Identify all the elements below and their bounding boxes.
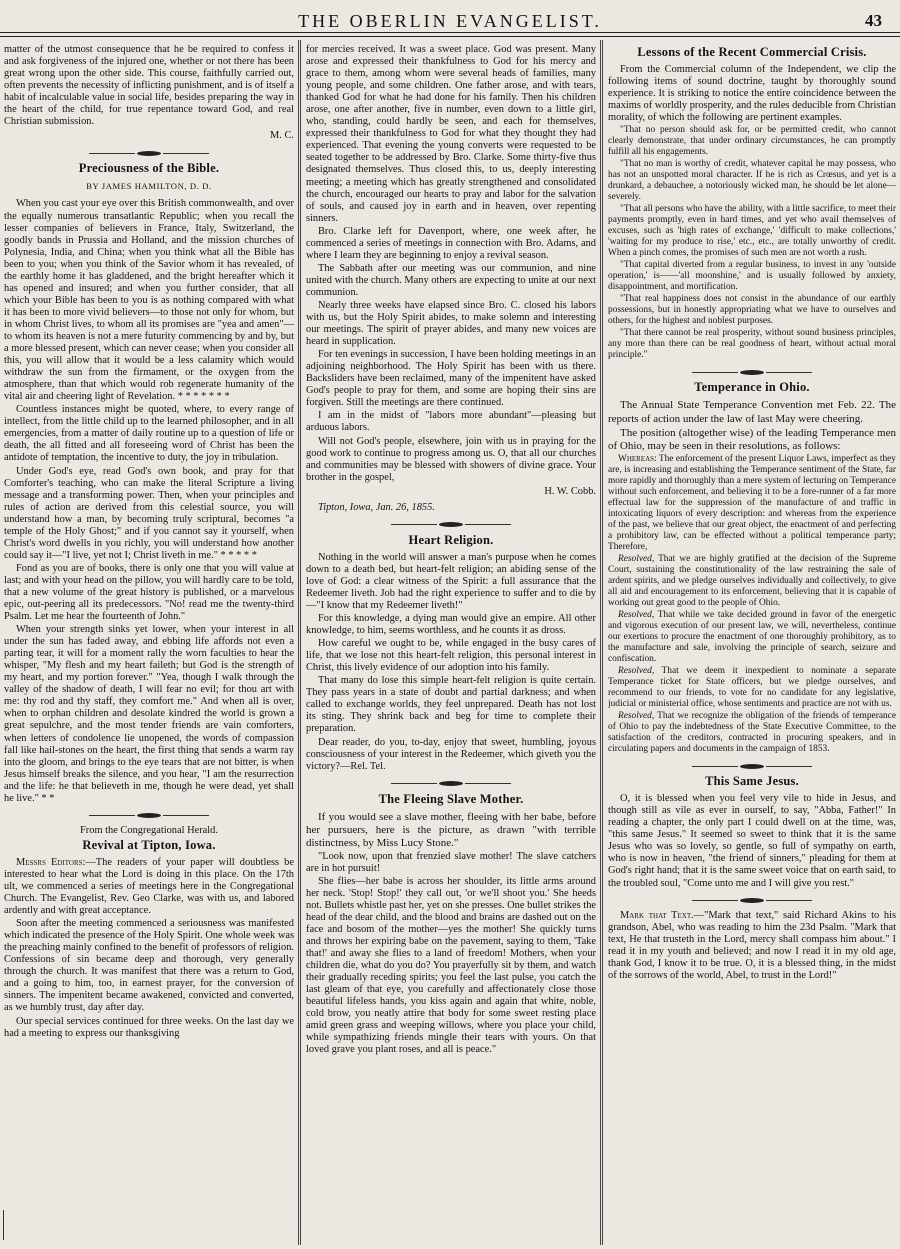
resolved-label: Resolved: [618, 666, 652, 677]
paragraph: "That there cannot be real prosperity, without sound business principles, any more than there can be real goodness of heart, without actual moral principle.": [608, 328, 896, 361]
resolved-label: Resolved: [618, 610, 652, 621]
resolved-label: Resolved: [618, 711, 652, 722]
section-separator: [608, 369, 896, 375]
paragraph: O, it is blessed when you feel very vile to hide in Jesus, and though still as vile as ever in ourself, to say, "Abba, Father!" In reading a chapter, the only part I could dwell on at the time, was, "this same Jesus." It seemed so sweet to think that it is the same Jesus who was so lovely, so gentle, so full of sympathy on earth, who is now in heaven, "the friend of sinners," pleading for them at God's right hand; that it is the same sweet voice that on earth said, to the troubled soul, "Come unto me and I will give you rest.": [608, 793, 896, 889]
intro-paragraph: matter of the utmost consequence that he be required to confess it and ask forgiveness of the injured one, whether or not there has been great wrong upon the other side. This course, faithfully carried out, often prevents the necessity of inflicting punishment, and is of itself a habit of incalculable value in social life, besides preparing the way in the heart of the child, for true repentance toward God, and real Christian submission.: [4, 44, 294, 128]
dateline: Tipton, Iowa, Jan. 26, 1855.: [318, 501, 435, 513]
column-2: [306, 44, 596, 1240]
paragraph: "That no man is worthy of credit, whatever capital he may possess, who has not an unspotted moral character. If he is rich as Crœsus, and yet is a drunkard, a debauchee, a notoriously wicked man, he should be let alone—severely.: [608, 159, 896, 203]
paragraph: When your strength sinks yet lower, when your interest in all under the sun has faded away, and ebbing life affords not even a parting tear, it will for a moment rally the worn faculties to hear the whisper, "My flesh and my heart faileth; but God is the strength of my heart, and my portion forever." "Yea, though I walk through the valley of the shadow of death, I will fear no evil; for thou art with me: thy rod and thy staff, they comfort me." And when all is over, when to orphan children and desolate kindred the world is grown a great sepulchre, and the most tender friends are vain comforters, when letters of condolence lie unopened, the words of compassion fall like hail-stones on the heart, the first thing that sends a warm ray into the gloom, and brings to the eye tears that are not bitter, is when Jesus himself breaks the silence, and you hear, "I am the resurrection and the life: he that believeth in me, though he were dead, yet shall he live." * *: [4, 624, 294, 804]
paragraph: Bro. Clarke left for Davenport, where, one week after, he commenced a series of meetings in connection with Bro. Adams, and where I learn they are beginning to enjoy a revival season.: [306, 225, 596, 261]
paragraph: From the Commercial column of the Independent, we clip the following items of sound doctrine, taught by thoroughly sound experience. It is striking to notice the entire coincidence between the maxims of worldly prosperity, and the rules deducible from Christian morality, of which the following are pertinent examples.: [608, 64, 896, 124]
article-title-temperance: Temperance in Ohio.: [694, 380, 810, 395]
paragraph: The position (altogether wise) of the leading Temperance men of Ohio, may be seen in their resolutions, as follows:: [608, 426, 896, 452]
column-rule-left: [298, 40, 301, 1245]
paragraph: If you would see a slave mother, fleeing with her babe, before her pursuers, here is the picture, as drawn "with terrible distinctness, by Miss Lucy Stone.": [306, 810, 596, 849]
paragraph: Nothing in the world will answer a man's purpose when he comes down to a death bed, but heart-felt religion; an abiding sense of the love of God: a clear witness of the Spirit: a full assurance that the Redeemer liveth. Job had the right experience to suffer and to die by—"I know that my Redeemer liveth!": [306, 551, 596, 612]
paragraph-text: :—The readers of your paper will doubtless be interested to hear what the Lord is doing in this place. On the 17th ult, we commenced a series of meetings here in the Congregational Church. The Evangelist, Rev. Geo Clarke, was with us, and labored ardently and with great acceptance.: [4, 856, 294, 917]
paragraph: "That no person should ask for, or be permitted credit, who cannot clearly demonstrate, that under ordinary circumstances, he can promptly fulfill all his engagements.: [608, 125, 896, 158]
paragraph: for mercies received. It was a sweet place. God was present. Many arose and expressed their thankfulness to God for his mercy and grace to them, among whom were several heads of families, many young people, and some children. One father arose, and with tears, thanked God for what he had done for his family. Then his children arose, one after another, five in number, even down to a little girl, who, standing, could hardly be seen, and each for themselves, expressed their thankfulness to God for what they thought they had experienced. That evening the young converts were requested to be seated together to be addressed by Bro. Clarke. Some thirty-five thus designated themselves. Thus closed this, to us, deeply interesting meeting; a meeting which has greatly strengthened and consolidated the church, encouraged our hearts to pray and labor for the salvation of souls, and caused joy in earth and in heaven, over repenting sinners.: [306, 44, 596, 224]
article-title-bible: Preciousness of the Bible.: [78, 161, 220, 176]
paragraph: [4, 857, 294, 917]
paragraph: "That real happiness does not consist in the abundance of our earthly possessions, but in honestly appropriating what we have to ourselves and others, for the highest and noblest purposes.: [608, 294, 896, 327]
tipton-signature: H. W. Cobb.: [544, 485, 596, 497]
article-title-tipton: Revival at Tipton, Iowa.: [82, 837, 216, 852]
masthead: [0, 0, 900, 37]
paragraph: She flies—her babe is across her shoulder, its little arms around her neck. 'Stop! Stop!' they call out, 'or we'll shoot you.' She heeds not. Bullets whistle past her, yet on she presses. One bullet strikes the head of the dear child, and the blood and brains are dashed out on the face and bosom of the mother—yes the mother! She quickly turns and throws her expiring babe on the pavement, saying to them, 'Take that!' and away she flies to a land of freedom! Mothers, when your children die, what do you do? You prayerfully sit by them, and watch their gradually receding spirits; you feel the last pulse, you catch the last gleam of that eye, you carefully and affectionately close those beautiful lifeless hands, you kiss again and again that white, noble, cold brow, you neatly attire that body for some sweet resting place amid green grass and weeping willows, where you place your child, while sympathizing friends mingle their tears with yours. On that loved grave you plant roses, and all is peace.": [306, 875, 596, 1056]
section-separator: [608, 763, 896, 769]
article-title-heart: Heart Religion.: [408, 532, 494, 547]
paragraph: "That capital diverted from a regular business, to invest in any 'outside operation,' is——'all moonshine,' and is usually followed by anxiety, disappointment, and mortification.: [608, 260, 896, 293]
resolved-label: Resolved: [618, 554, 652, 565]
paragraph: When you cast your eye over this British commonwealth, and over the equally numerous transatlantic Republic; when you recall the lesser companies of believers in France, Italy, Switzerland, the goodly bands in Prussia and Holland, and the mission churches of Polynesia, India, and China; when you think what all the Bible has been to you; when you think of the Savior whom it has revealed, of the earthly home it has gladdened, and the bright hereafter which it has opened and insured; and when you further consider, that all which your Bible has been to you is as nothing compared with what it has been to more vivid believers—to those not only for whom, but in whom Christ lives, to whom all its promises are "yea and amen"—to whom its heaven is not a mere futurity commencing by and by, but a more blessed present, which can never cease; when you consider all this, you will allow that it would be a less calamity which would withdraw the sun from the firmament, or the oxygen from the atmosphere, than that which would rob regenerate humanity of the vital air and cheering light of Revelation. * * * * * * *: [4, 198, 294, 403]
newspaper-title: THE OBERLIN EVANGELIST.: [298, 11, 602, 31]
paragraph: The Sabbath after our meeting was our communion, and nine united with the church. Many others are expecting to unite at our next communion.: [306, 262, 596, 298]
column-3: [608, 44, 896, 1240]
paragraph: That many do lose this simple heart-felt religion is quite certain. They pass years in a state of doubt and partial darkness; and when called to exchange worlds, they feel unprepared. Death has not lost its sting. They shrink back and beg for time to complete their preparation.: [306, 675, 596, 735]
section-separator: [608, 898, 896, 904]
paragraph: Will not God's people, elsewhere, join with us in praying for the good work to continue to progress among us. O, that all our churches and communities may be blessed with showers of divine grace. Your brother in the gospel,: [306, 435, 596, 483]
paragraph-text: .—"Mark that text," said Richard Akins to his grandson, Abel, who was reading to him the 23d Psalm. "Mark that text, He that trusteth in the Lord, mercy shall compass him about." I read it in my youth and believed; and now I read it in my old age, thank God, I know it to be true. O, it is a blessed thing, in the midst of the sorrows of the world, Abel, to trust in the Lord!": [608, 909, 896, 981]
paragraph-text: , That while we take decided ground in favor of the energetic and vigorous execution of our present law, we will, nevertheless, continue our exertions to procure the enactment of one thoroughly prohibitory, as to the manufacture and sale, involving the principle of search, seizure and confiscation.: [608, 610, 896, 665]
paragraph: The Annual State Temperance Convention met Feb. 22. The reports of action under the law of last May were cheering.: [608, 399, 896, 425]
paragraph: Nearly three weeks have elapsed since Bro. C. closed his labors with us, but the Holy Spirit abides, to make solemn and interesting our meetings. The spirit of prayer abides, and many new voices are heard in supplication.: [306, 299, 596, 348]
paragraph: [608, 454, 896, 553]
source-credit-tipton: From the Congregational Herald.: [80, 824, 218, 836]
resolution: [608, 711, 896, 755]
byline-bible: BY JAMES HAMILTON, D. D.: [86, 181, 212, 192]
intro-signature: M. C.: [270, 130, 294, 142]
paragraph-text: : The enforcement of the present Liquor Laws, imperfect as they are, is increasing and establishing the Temperance sentiment of the State, far more rapidly and thoroughly than a mere system of lecturing on Temperance without such enforcement, and believing it to be a fore-runner of a far more effectual law for the suppression of the manufacture of and traffic in intoxicating liquors of every description: and whereas from the experience of the past, we believe that our great object, the enactment of and perfecting a prohibitory law, can be effected without a political temperance party; Therefore,: [608, 454, 896, 553]
paragraph-text: , That we deem it inexpedient to nominate a separate Temperance ticket for State officers, but we pledge ourselves, and recommend to our friends, to vote for no candidate for any legislative, judicial or ministerial office, whose sentiments and practice are not with us.: [608, 666, 896, 710]
whereas-label: Whereas: [618, 454, 655, 465]
paragraph-text: , That we recognize the obligation of the friends of temperance of Ohio to pay the indebtedness of the State Executive Committee, to the satisfaction of the creditors, contracted in procuring speakers, and in circulating papers and documents in the campaign of 1853.: [608, 711, 896, 755]
section-separator: [4, 150, 294, 156]
paragraph: I am in the midst of "labors more abundant"—pleasing but arduous labors.: [306, 410, 596, 434]
section-separator: [306, 522, 596, 528]
paragraph: Countless instances might be quoted, where, to every range of intellect, from the little child up to the learned philosopher, and in all emergencies, from a matter of daily routine up to a question of life or death, the all fitted and all foreseeing word of Christ has been the antidote of temptation, the incentive to duty, the joy in tribulation.: [4, 404, 294, 464]
page-number: 43: [865, 11, 882, 30]
paragraph: Our special services continued for three weeks. On the last day we had a meeting to express our thanksgiving: [4, 1015, 294, 1039]
paragraph: Soon after the meeting commenced a seriousness was manifested which indicated the presence of the Holy Spirit. One whole week was the preaching mainly confined to the benefit of professors of religion. Confessions of sin became deep and thorough, very generally through the church. It was manifest that there was a return to God, and a going to him, too, in earnest prayer, for the conversion of sinners. The impenitent became awakened, convicted and converted, as we humbly trust, day after day.: [4, 918, 294, 1014]
article-title-slave: The Fleeing Slave Mother.: [378, 791, 524, 806]
paragraph-text: , That we are highly gratified at the decision of the Supreme Court, sustaining the constitutionality of the law restraining the sale of ardent spirits, and we pledge ourselves individually and collectively, to give all aid and encouragement to its enforcement, believing that it is capable of working out great good to the people of Ohio.: [608, 554, 896, 609]
paragraph: "Look now, upon that frenzied slave mother! The slave catchers are in hot pursuit!: [306, 850, 596, 874]
resolution: [608, 666, 896, 710]
paragraph: [608, 910, 896, 982]
paragraph: Dear reader, do you, to-day, enjoy that sweet, humbling, joyous consciousness of your interest in the Redeemer, which giveth you the victory?—Rel. Tel.: [306, 736, 596, 772]
column-1: [4, 44, 294, 1240]
article-title-lessons: Lessons of the Recent Commercial Crisis.: [637, 45, 867, 59]
mark-label: Mark that Text: [620, 909, 692, 921]
paragraph: How careful we ought to be, while engaged in the busy cares of life, that we lose not this heart-felt religion, this personal interest in Christ, this lively evidence of our adoption into his family.: [306, 638, 596, 674]
paragraph: Under God's eye, read God's own book, and pray for that Comforter's teaching, who can make the literal Scripture a living message and a transforming power. Then, when your principles and rules of action are derived from this celestial source, you will understand how a man, by becoming truly scriptural, becomes "a temple of the Holy Ghost;" and if you cannot say it yourself, when Christ's word dwells in you richly, you will understand how another could say it—"I live, yet not I; Christ liveth in me." * * * * *: [4, 465, 294, 561]
column-rule-right: [600, 40, 603, 1245]
section-separator: [4, 813, 294, 819]
paragraph: "That all persons who have the ability, with a little sacrifice, to meet their payments promptly, even in hard times, and yet who avail themselves of excuses, such as 'high rates of exchange,' 'difficult to make collections,' 'waiting for my produce to rise,' etc., etc., are totally unworthy of credit. When a pinch comes, the promises of such men are not worth a rush.: [608, 204, 896, 259]
article-title-jesus: This Same Jesus.: [705, 774, 799, 789]
paragraph: Fond as you are of books, there is only one that you will value at last; and with your head on the pillow, you will hardly care to be told, that a new volume of the great history is published, or a marvelous epic, out-peering all its predecessors. "No! read me the twenty-third Psalm. Let me hear the fourteenth of John.": [4, 562, 294, 623]
salutation: Messrs Editors: [16, 856, 83, 868]
paragraph: For ten evenings in succession, I have been holding meetings in an adjoining neighborhood. The Holy Spirit has been with us there. Backsliders have been reclaimed, many of the impenitent have asked God's people to pray for them, and some are hoping their sins are forgiven. Still the meetings are there continued.: [306, 349, 596, 409]
resolution: [608, 554, 896, 609]
section-separator: [306, 781, 596, 787]
resolution: [608, 610, 896, 665]
paragraph: For this knowledge, a dying man would give an empire. All other knowledge, to him, seems worthless, and he counts it as dross.: [306, 613, 596, 637]
